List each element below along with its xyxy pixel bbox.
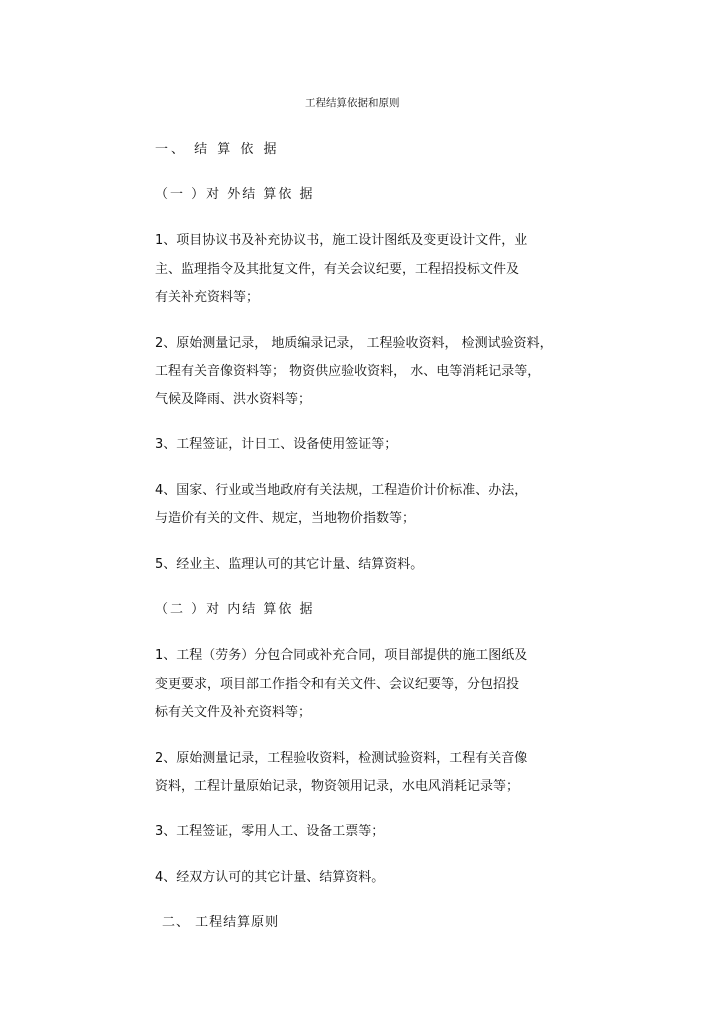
sub1-item3-line1: 3、工程签证，计日工、设备使用签证等；	[155, 437, 398, 452]
sub1-item2-line3: 气候及降雨、洪水资料等；	[155, 392, 312, 407]
sub1-item1-line3: 有关补充资料等；	[155, 290, 260, 305]
sub2-item4-line1: 4、经双方认可的其它计量、结算资料。	[155, 870, 385, 885]
sub2-heading: （二 ）对 内结 算依 据	[155, 602, 315, 617]
sub1-item1-line2: 主、监理指令及其批复文件，有关会议纪要，工程招投标文件及	[155, 262, 520, 277]
document-title: 工程结算依据和原则	[305, 97, 400, 109]
sub2-item2-line1: 2、原始测量记录，工程验收资料，检测试验资料，工程有关音像	[155, 751, 528, 766]
sub1-heading: （一 ）对 外结 算依 据	[155, 187, 315, 202]
sub2-item1-line2: 变更要求，项目部工作指令和有关文件、会议纪要等，分包招投	[155, 677, 520, 692]
sub2-item3-line1: 3、工程签证，零用人工、设备工票等；	[155, 824, 385, 839]
sub1-item5-line1: 5、经业主、监理认可的其它计量、结算资料。	[155, 557, 424, 572]
sub2-item2-line2: 资料，工程计量原始记录，物资领用记录，水电风消耗记录等；	[155, 779, 520, 794]
sub1-item4-line2: 与造价有关的文件、规定，当地物价指数等；	[155, 511, 416, 526]
sub1-item2-line1: 2、原始测量记录， 地质编录记录， 工程验收资料， 检测试验资料，	[155, 336, 553, 351]
sub1-item2-line2: 工程有关音像资料等； 物资供应验收资料， 水、电等消耗记录等，	[155, 364, 541, 379]
sub1-item1-line1: 1、项目协议书及补充协议书，施工设计图纸及变更设计文件，业	[155, 233, 528, 248]
sub2-item1-line3: 标有关文件及补充资料等；	[155, 705, 312, 720]
section1-heading: 一、 结 算 依 据	[155, 142, 280, 157]
section2-heading: 二、 工程结算原则	[162, 915, 280, 930]
sub2-item1-line1: 1、工程（劳务）分包合同或补充合同，项目部提供的施工图纸及	[155, 648, 528, 663]
sub1-item4-line1: 4、国家、行业或当地政府有关法规，工程造价计价标准、办法，	[155, 483, 528, 498]
